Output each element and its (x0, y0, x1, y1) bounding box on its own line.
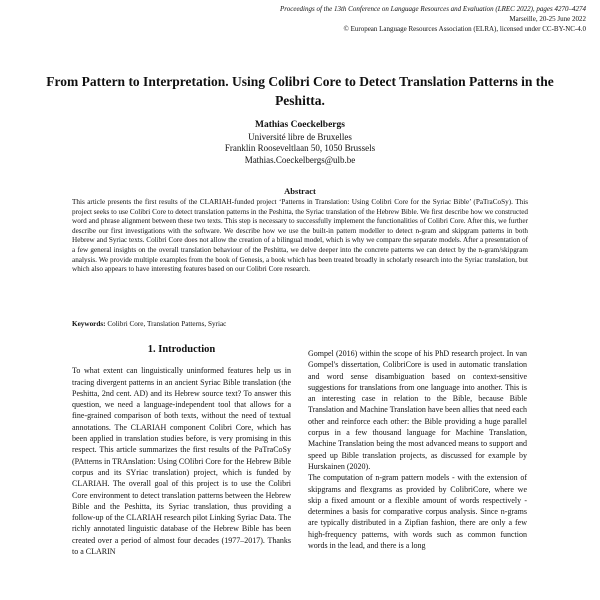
venue-line: Marseille, 20-25 June 2022 (509, 15, 586, 23)
abstract-heading: Abstract (284, 186, 316, 196)
author-affiliation: Université libre de Bruxelles (248, 131, 352, 142)
proceedings-line: Proceedings of the 13th Conference on Language Resources and Evaluation (LREC 2022), pages 4270–4274 (279, 5, 586, 13)
keywords-text: Colibri Core, Translation Patterns, Syriac (107, 320, 227, 328)
abstract-text: This article presents the first results of the CLARIAH-funded project ‘Patterns in Translation: Using Colibri Core for the Syriac Bible’ (PaTraCoSy). This project seeks to use Colibri Core to detect translation patterns in the Peshitta, the Syriac translation of the Hebrew Bible. We first describe how we constructed word and phrase alignment between these two texts. This step is necessary to successfully implement the functionalities of Colibri Core. After this, we further describe our first investigations with the software. We describe how we use the built-in pattern modeller to detect n-gram and skipgram patterns in both Hebrew and Syriac texts. Colibri Core does not allow the creation of a bilingual model, which is why we compare the separate models. After a presentation of a few general insights on the overall translation behaviour of the Peshitta, we delve deeper into the concrete patterns we can detect by the n-gram/skipgram analysis. We provide multiple examples from the book of Genesis, a book which has been treated broadly in scholarly research into the Syriac translation, but which also appears to have interesting features based on our Colibri Core research. (72, 198, 528, 274)
license-line: © European Language Resources Association (ELRA), licensed under CC-BY-NC-4.0 (343, 25, 586, 33)
intro-paragraph: To what extent can linguistically uninformed features help us in tracing divergent patterns in an ancient Syriac Bible translation (the Peshitta, 2nd cent. AD) and its Hebrew source text? To answer this question, we need a language-independent tool that allows for a fine-grained comparison of both texts, without the need of textual annotations. The CLARIAH component Colibri Core, which has been applied in translation studies before, is very promising in this respect. This article summarizes the first results of the PaTraCoSy (PAtterns in TRAnslation: Using COlibri Core for the Hebrew Bible corpus and its SYriac translation) project, which is funded by CLARIAH. The overall goal of this project is to use the Colibri Core environment to detect translation patterns between the Hebrew Bible and the Peshitta, its Syriac translation, thus providing a follow-up of the CLARIAH research pilot Linking Syriac Data. The richly annotated linguistic database of the Hebrew Bible has been created over a period of almost four decades (1977–2017). Thanks to a CLARIN (72, 366, 291, 557)
paper-title: From Pattern to Interpretation. Using Colibri Core to Detect Translation Patterns in the Peshitta. (46, 74, 554, 108)
author-address: Franklin Rooseveltlaan 50, 1050 Brussels (224, 143, 376, 153)
right-paragraph-1: Gompel (2016) within the scope of his PhD research project. In van Gompel's dissertation, ColibriCore is used in automatic translation and word sense disambiguation based on context-sensitive suggestions for translations from one language into another. This is an interesting case in relation to the Bible, because Bible Translation and Machine Translation have been allies that need each other and reinforce each other: the Bible providing a huge parallel corpus in a few thousand language for Machine Translation, Machine Translation being the most advanced means to support and speed up Bible translation projects, as discussed for example by Hurskainen (2020). (308, 349, 527, 471)
keywords-label: Keywords: (72, 320, 106, 328)
right-paragraph-2: The computation of n-gram pattern models - with the extension of skipgrams and flexgrams as provided by ColibriCore, where we skip a fixed amount or a flexible amount of words respectively - determines a basis for comparative corpus analysis. Since n-grams are typically distributed in a Zipfian fashion, there are only a few high-frequency patterns, with words such as common function words in the lead, and there is a long (308, 473, 527, 551)
section-heading: 1. Introduction (147, 344, 216, 355)
author-block (0, 120, 600, 166)
author-email: Mathias.Coeckelbergs@ulb.be (244, 154, 356, 165)
left-column (72, 340, 291, 557)
proceedings-header (280, 4, 586, 34)
keywords (72, 320, 528, 330)
author-name: Mathias Coeckelbergs (255, 120, 345, 130)
right-column (308, 348, 527, 551)
